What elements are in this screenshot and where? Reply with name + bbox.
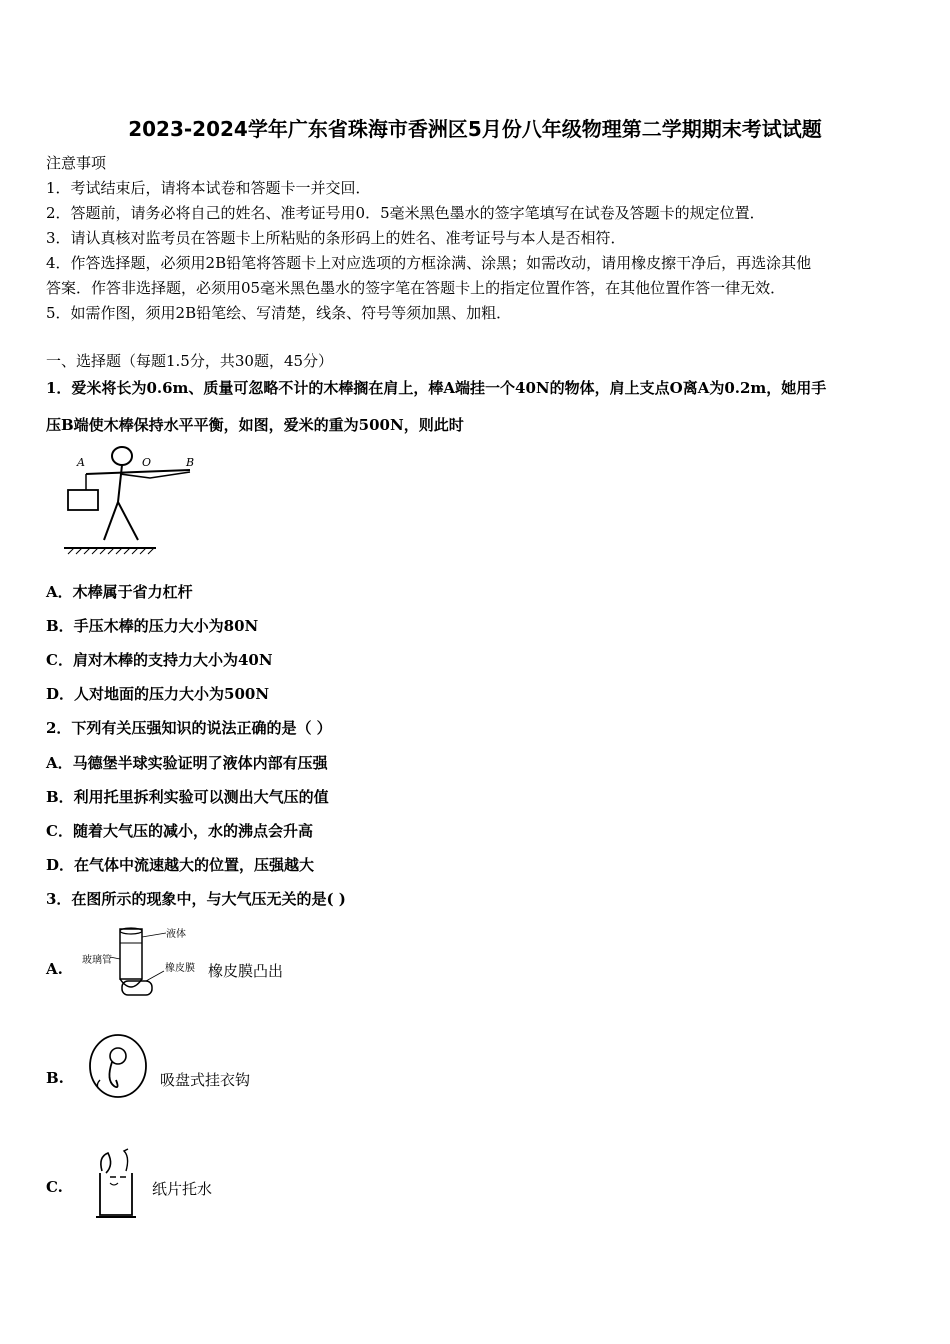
q1-option-a: A．木棒属于省力杠杆: [46, 583, 193, 601]
q3-figure-c-paper-holds-water: [86, 1143, 142, 1225]
q3-option-b-letter: B.: [46, 1069, 64, 1087]
label-liquid: 液体: [166, 929, 186, 940]
q2-stem: 2．下列有关压强知识的说法正确的是（ ）: [46, 719, 332, 737]
q2-option-a: A．马德堡半球实验证明了液体内部有压强: [46, 754, 328, 772]
q3-figure-b-suction-hook: [88, 1030, 158, 1102]
label-membrane: 橡皮膜: [165, 963, 195, 974]
q2-option-b: B．利用托里拆利实验可以测出大气压的值: [46, 788, 329, 806]
q3-stem: 3．在图所示的现象中，与大气压无关的是( ): [46, 890, 346, 908]
q1-stem-line1: 1．爱米将长为0.6m、质量可忽略不计的木棒搁在肩上，棒A端挂一个40N的物体，肩上支点O离A为0.2m，她用手: [46, 379, 827, 397]
label-a: A: [77, 456, 85, 469]
q3-option-c-letter: C.: [46, 1178, 63, 1196]
q1-option-b: B．手压木棒的压力大小为80N: [46, 617, 259, 635]
notice-heading: 注意事项: [46, 154, 107, 172]
notice-item: 5．如需作图，须用2B铅笔绘、写清楚，线条、符号等须加黑、加粗．: [46, 304, 512, 322]
notice-item: 4．作答选择题，必须用2B铅笔将答题卡上对应选项的方框涂满、涂黑；如需改动，请用橡皮擦干净后，再选涂其他: [46, 254, 812, 272]
label-tube: 玻璃管: [82, 955, 112, 966]
q1-lever-figure: [60, 444, 210, 556]
q1-stem-line2: 压B端使木棒保持水平平衡，如图，爱米的重为500N，则此时: [46, 416, 464, 434]
q3-option-c-caption: 纸片托水: [152, 1180, 213, 1198]
label-b: B: [186, 456, 195, 469]
notice-item: 答案．作答非选择题，必须用05毫米黑色墨水的签字笔在答题卡上的指定位置作答，在其他位置作答一律无效．: [46, 279, 786, 297]
notice-item: 1．考试结束后，请将本试卷和答题卡一并交回．: [46, 179, 371, 197]
label-o: O: [142, 456, 152, 469]
page-title: 2023-2024学年广东省珠海市香洲区5月份八年级物理第二学期期末考试试题: [128, 117, 822, 141]
q2-option-c: C．随着大气压的减小，水的沸点会升高: [46, 822, 313, 840]
section-heading: 一、选择题（每题1.5分，共30题，45分）: [46, 352, 334, 370]
q1-option-c: C．肩对木棒的支持力大小为40N: [46, 651, 273, 669]
q3-figure-a-tube: [80, 925, 210, 1005]
q3-option-a-caption: 橡皮膜凸出: [208, 962, 284, 980]
q1-option-d: D．人对地面的压力大小为500N: [46, 685, 270, 703]
notice-item: 2．答题前，请务必将自己的姓名、准考证号用0．5毫米黑色墨水的签字笔填写在试卷及答题卡的规定位置．: [46, 204, 765, 222]
notice-item: 3．请认真核对监考员在答题卡上所粘贴的条形码上的姓名、准考证号与本人是否相符．: [46, 229, 626, 247]
q2-option-d: D．在气体中流速越大的位置，压强越大: [46, 856, 315, 874]
q3-option-b-caption: 吸盘式挂衣钩: [160, 1071, 251, 1089]
q3-option-a-letter: A.: [46, 960, 63, 978]
